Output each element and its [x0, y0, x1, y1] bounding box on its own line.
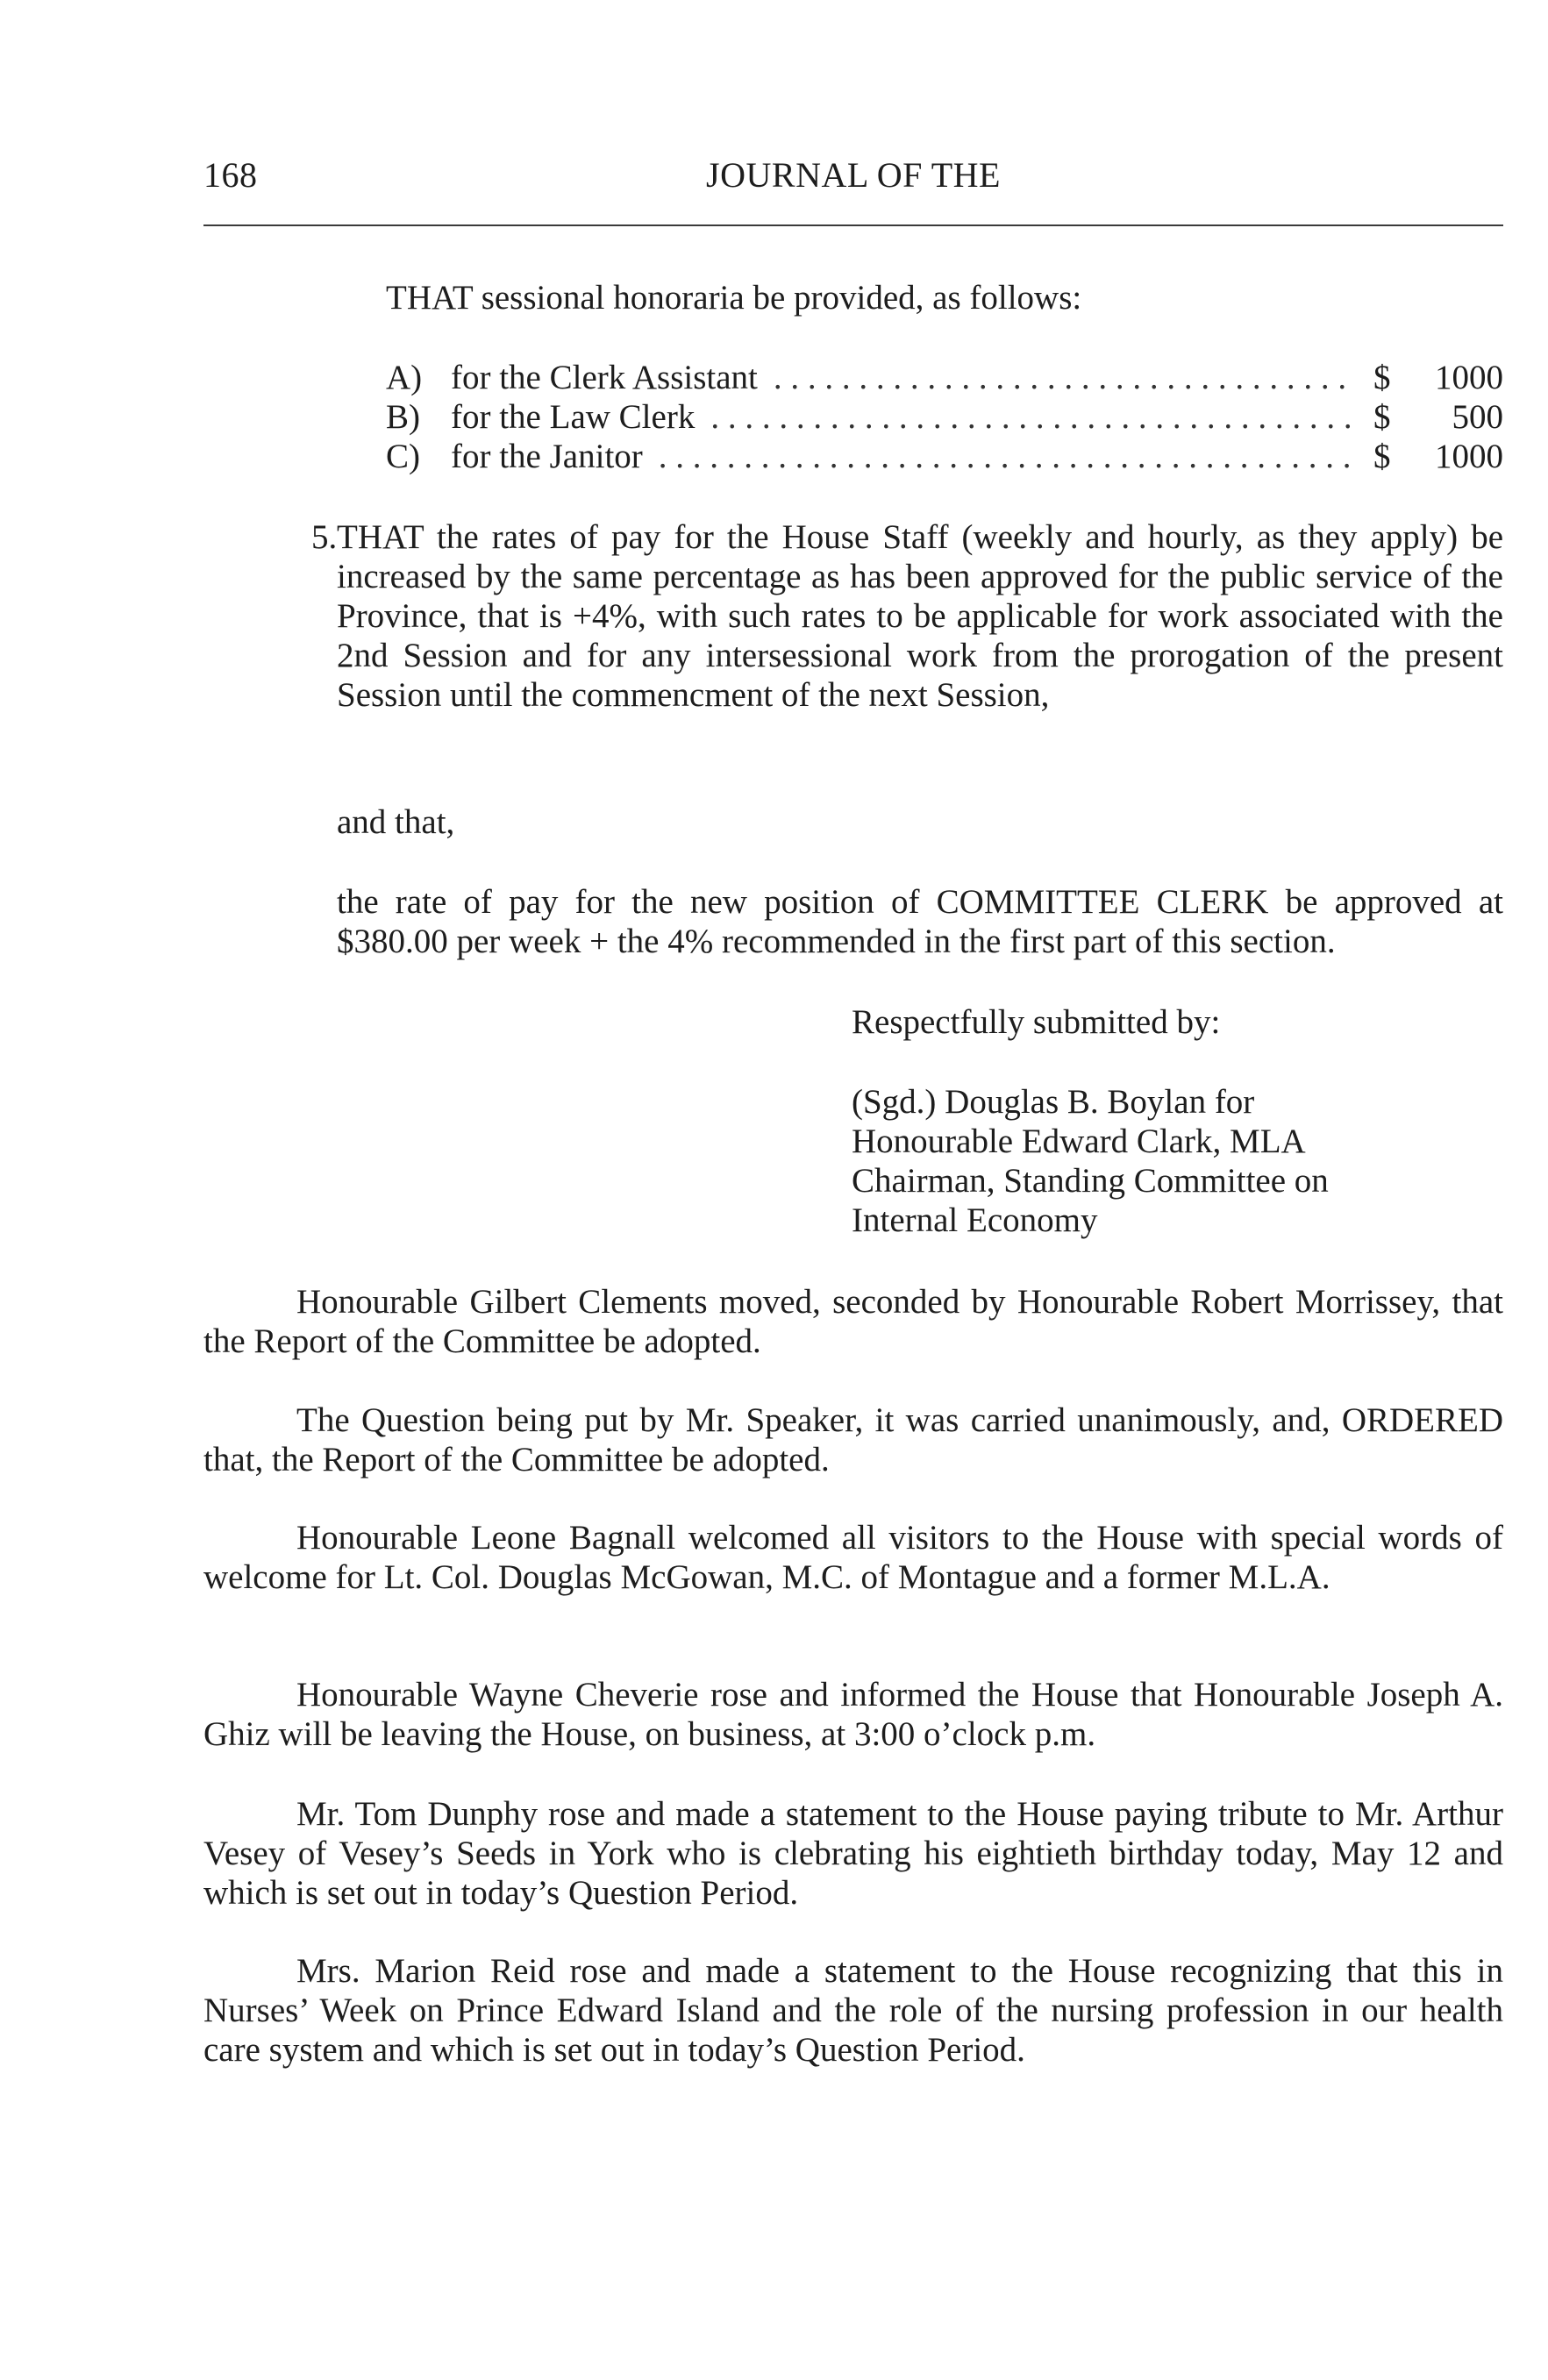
body-paragraph: The Question being put by Mr. Speaker, it was carried unanimously, and, ORDERED that, the Report of the Committee be adopted.	[203, 1401, 1503, 1479]
honoraria-intro: THAT sessional honoraria be provided, as follows:	[386, 279, 1082, 317]
numbered-item-5	[311, 517, 1503, 715]
dot-leader	[659, 437, 1354, 476]
honoraria-letter: A)	[386, 359, 423, 396]
honoraria-currency: $	[1373, 438, 1391, 475]
page-header	[203, 154, 1503, 198]
signature-line: Chairman, Standing Committee on	[852, 1162, 1329, 1200]
honoraria-currency: $	[1373, 359, 1391, 396]
signature-line: (Sgd.) Douglas B. Boylan for	[852, 1083, 1255, 1121]
header-rule	[203, 224, 1503, 226]
honoraria-description: for the Janitor	[451, 438, 643, 475]
and-that-line: and that,	[337, 803, 455, 841]
dot-leader	[774, 358, 1354, 397]
honoraria-amount: 1000	[1435, 438, 1503, 475]
honoraria-currency: $	[1373, 398, 1391, 436]
honoraria-letter: C)	[386, 438, 420, 475]
honoraria-description: for the Law Clerk	[451, 398, 696, 436]
honoraria-row	[386, 397, 1503, 437]
signature-line: Internal Economy	[852, 1201, 1098, 1239]
submitted-by-line: Respectfully submitted by:	[852, 1003, 1221, 1041]
page-number: 168	[203, 155, 258, 195]
dot-leader	[710, 397, 1354, 437]
signature-block	[852, 1082, 1501, 1240]
body-paragraph: Honourable Gilbert Clements moved, seconded by Honourable Robert Morrissey, that the Report of the Committee be adopted.	[203, 1283, 1503, 1360]
honoraria-row	[386, 437, 1503, 476]
body-paragraph: Mr. Tom Dunphy rose and made a statement to the House paying tribute to Mr. Arthur Vesey of Vesey’s Seeds in York who is clebrating his eightieth birthday today, May 12 and which is set out in today’s Question Period.	[203, 1795, 1503, 1912]
body-paragraph: Honourable Wayne Cheverie rose and informed the House that Honourable Joseph A. Ghiz will be leaving the House, on business, at 3:00 o’clock p.m.	[203, 1676, 1503, 1753]
honoraria-row	[386, 358, 1503, 397]
honoraria-letter: B)	[386, 398, 420, 436]
committee-clerk-paragraph: the rate of pay for the new position of COMMITTEE CLERK be approved at $380.00 per week + the 4% recommended in the first part of this section.	[337, 883, 1503, 960]
honoraria-list	[386, 358, 1503, 476]
body-paragraph: Honourable Leone Bagnall welcomed all visitors to the House with special words of welcome for Lt. Col. Douglas McGowan, M.C. of Montague and a former M.L.A.	[203, 1519, 1503, 1596]
item-number: 5.	[311, 518, 338, 556]
body-paragraph: Mrs. Marion Reid rose and made a statement to the House recognizing that this in Nurses’ Week on Prince Edward Island and the role of the nursing profession in our health care system and which is set out in today’s Question Period.	[203, 1952, 1503, 2069]
honoraria-amount: 500	[1452, 398, 1503, 436]
honoraria-amount: 1000	[1435, 359, 1503, 396]
running-head: JOURNAL OF THE	[706, 155, 1001, 195]
honoraria-description: for the Clerk Assistant	[451, 359, 758, 396]
signature-line: Honourable Edward Clark, MLA	[852, 1122, 1306, 1160]
item-text: THAT the rates of pay for the House Staff (weekly and hourly, as they apply) be increased by the same percentage as has been approved for the public service of the Province, that is +4%, with such rates to be applicable for work associated with the 2nd Session and for any intersessional work from the prorogation of the present Session until the commencment of the next Session,	[337, 518, 1503, 714]
